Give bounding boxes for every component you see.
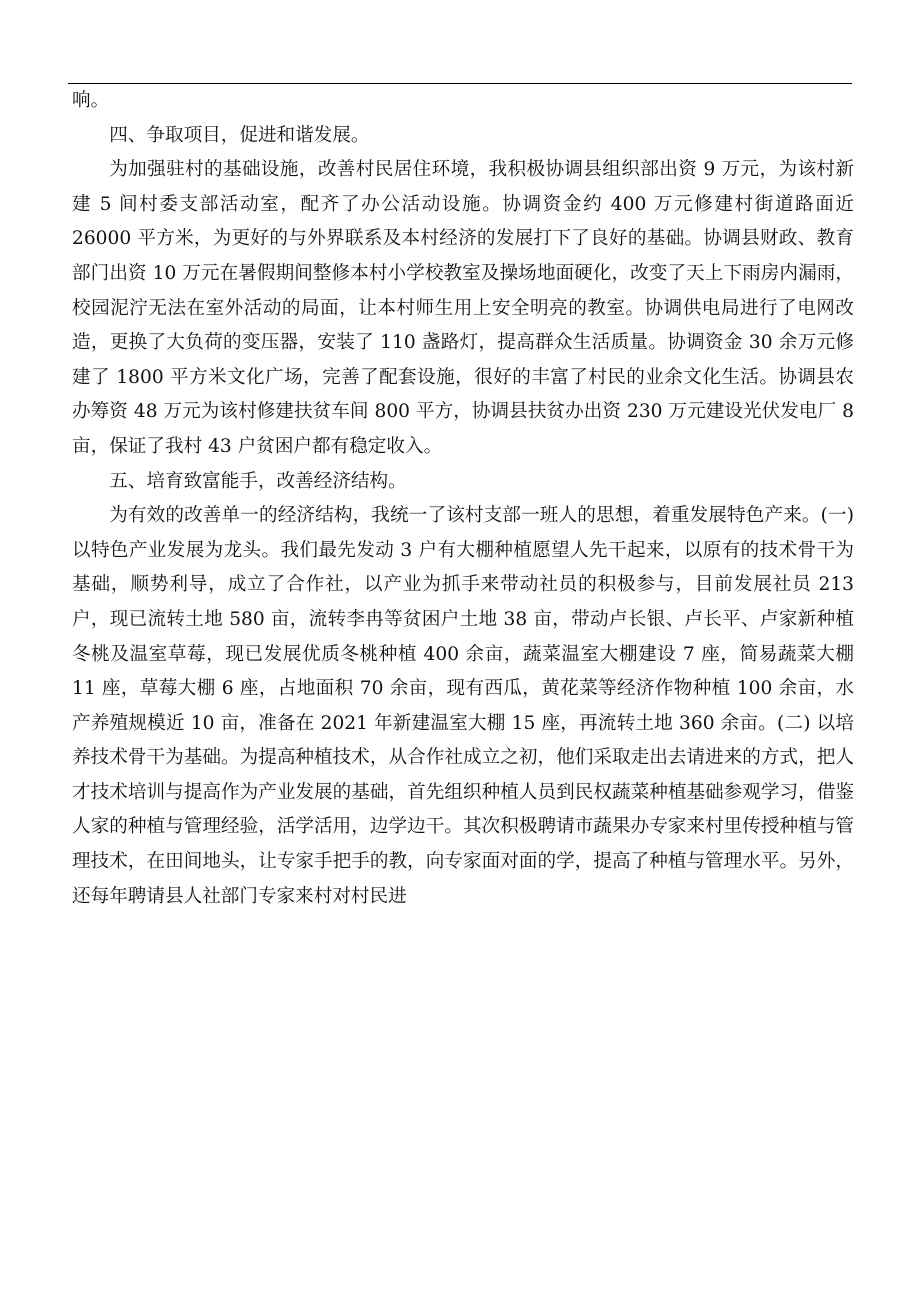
document-body <box>72 84 854 914</box>
paragraph-economy: 为有效的改善单一的经济结构，我统一了该村支部一班人的思想，着重发展特色产来。(一) 以特色产业发展为龙头。我们最先发动 3 户有大棚种植愿望人先干起来，以原有的技术骨干为基础，顺势利导，成立了合作社，以产业为抓手来带动社员的积极参与，目前发展社员 213 户，现已流转土地 580 亩，流转李冉等贫困户土地 38 亩，带动卢长银、卢长平、卢家新种植冬桃及温室草莓，现已发展优质冬桃种植 400 余亩，蔬菜温室大棚建设 7 座，简易蔬菜大棚 11 座，草莓大棚 6 座，占地面积 70 余亩，现有西瓜，黄花菜等经济作物种植 100 余亩，水产养殖规模近 10 亩，准备在 2021 年新建温室大棚 15 座，再流转土地 360 余亩。(二) 以培养技术骨干为基础。为提高种植技术，从合作社成立之初，他们采取走出去请进来的方式，把人才技术培训与提高作为产业发展的基础，首先组织种植人员到民权蔬菜种植基础参观学习，借鉴人家的种植与管理经验，活学活用，边学边干。其次积极聘请市蔬果办专家来村里传授种植与管理技术，在田间地头，让专家手把手的教，向专家面对面的学，提高了种植与管理水平。另外，还每年聘请县人社部门专家来村对村民进 <box>72 505 854 907</box>
paragraph-infrastructure: 为加强驻村的基础设施，改善村民居住环境，我积极协调县组织部出资 9 万元，为该村新建 5 间村委支部活动室，配齐了办公活动设施。协调资金约 400 万元修建村街道路面近 26000 平方米，为更好的与外界联系及本村经济的发展打下了良好的基础。协调县财政、教育部门出资 10 万元在暑假期间整修本村小学校教室及操场地面硬化，改变了天上下雨房内漏雨，校园泥泞无法在室外活动的局面，让本村师生用上安全明亮的教室。协调供电局进行了电网改造，更换了大负荷的变压器，安装了 110 盏路灯，提高群众生活质量。协调资金 30 余万元修建了 1800 平方米文化广场，完善了配套设施，很好的丰富了村民的业余文化生活。协调县农办筹资 48 万元为该村修建扶贫车间 800 平方，协调县扶贫办出资 230 万元建设光伏发电厂 8 亩，保证了我村 43 户贫困户都有稳定收入。 <box>72 159 854 457</box>
section-heading-4: 四、争取项目，促进和谐发展。 <box>109 124 370 146</box>
paragraph-continuation: 响。 <box>72 90 110 111</box>
section-heading-5: 五、培育致富能手，改善经济结构。 <box>109 470 407 492</box>
